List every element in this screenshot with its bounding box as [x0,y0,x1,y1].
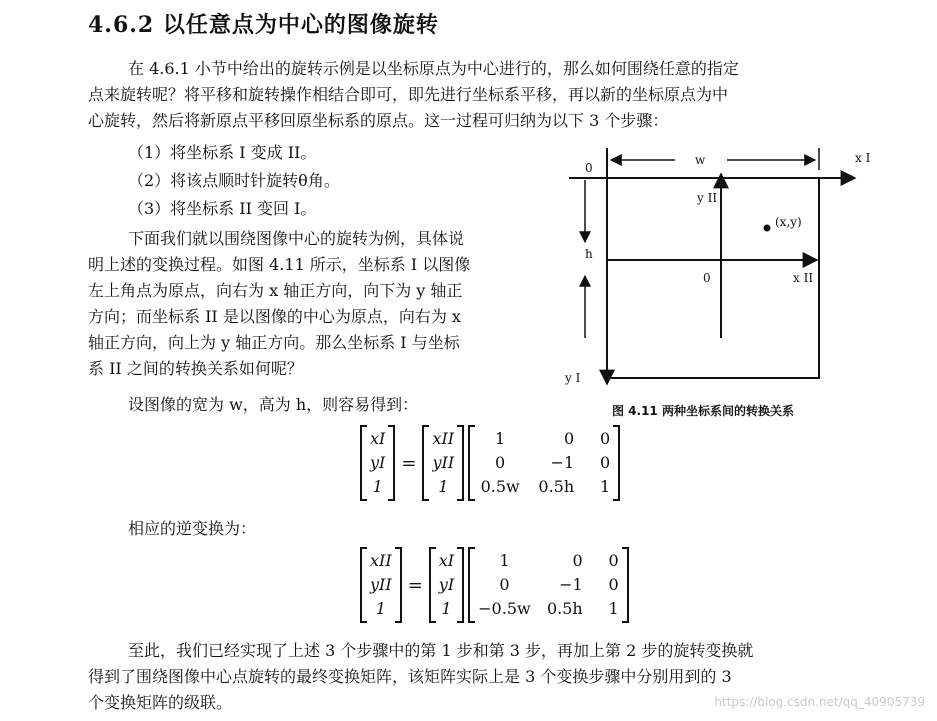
width-height-line: 设图像的宽为 w，高为 h，则容易得到： [128,395,419,414]
intro-line-3: 心旋转，然后将新原点平移回原坐标系的原点。这一过程可归纳为以下 3 个步骤： [88,111,669,130]
matrix-cell: 0 [608,551,619,570]
conclusion-line-2: 得到了围绕图像中心点旋转的最终变换矩阵，该矩阵实际上是 3 个变换步骤中分别用到的 3 [88,667,732,686]
label-point: (x,y) [775,215,802,229]
coordinate-diagram [555,138,885,398]
matrix-cell: yI [438,575,455,594]
matrix-cell: 1 [499,551,510,570]
matrix-cell: 0.5w [480,477,520,496]
inverse-label: 相应的逆变换为： [128,519,257,538]
matrix-cell: 0 [572,551,583,570]
equals-sign: = [407,574,423,596]
matrix-cell: 0 [499,575,510,594]
label-w: w [695,153,706,167]
body-line-5: 轴正方向，向上为 y 轴正方向。那么坐标系 I 与坐标 [88,333,460,352]
matrix-cell: 0.5h [538,477,575,496]
conclusion-line-3: 个变换矩阵的级联。 [88,693,233,712]
equals-sign: = [401,452,417,474]
rhs-vector [429,547,464,623]
matrix-cell: yI [370,453,386,472]
step-1: （1）将坐标系 I 变成 II。 [128,143,317,162]
matrix-cell: xI [370,429,386,448]
label-y-two: y II [697,191,718,205]
label-x-one: x I [855,151,871,165]
figure-caption: 图 4.11 两种坐标系间的转换关系 [612,404,794,418]
intro-line-1: 在 4.6.1 小节中给出的旋转示例是以坐标原点为中心进行的，那么如何围绕任意的指定 [128,59,739,78]
matrix-equation-2 [360,546,629,624]
label-origin-one: 0 [585,161,593,175]
rhs-vector [422,425,464,501]
label-y-one: y I [565,371,581,385]
matrix-cell: yII [432,453,455,472]
label-x-two: x II [793,271,814,285]
matrix-cell: xII [370,551,392,570]
inverse-transform-matrix [468,547,629,623]
watermark: https://blog.csdn.net/qq_40905739 [714,695,925,709]
matrix-cell: 1 [375,599,386,618]
matrix-cell: 1 [441,599,452,618]
matrix-cell: −1 [559,575,583,594]
matrix-cell: 0 [563,429,575,448]
lhs-vector [360,425,395,501]
matrix-cell: 1 [608,599,619,618]
lhs-vector [360,547,402,623]
image-rectangle [607,178,819,378]
matrix-cell: −1 [550,453,575,472]
matrix-equation-1 [360,424,620,502]
step-3: （3）将坐标系 II 变回 I。 [128,199,317,218]
body-line-4: 方向；而坐标系 II 是以图像的中心为原点，向右为 x [88,307,461,326]
body-line-1: 下面我们就以围绕图像中心的旋转为例，具体说 [128,229,465,248]
matrix-cell: 0 [495,453,506,472]
matrix-cell: 0 [608,575,619,594]
transform-matrix [468,425,620,501]
matrix-cell: yII [370,575,392,594]
matrix-cell: 0 [599,429,611,448]
matrix-cell: −0.5w [478,599,531,618]
label-origin-two: 0 [703,271,711,285]
body-line-3: 左上角点为原点，向右为 x 轴正方向，向下为 y 轴正 [88,281,463,300]
matrix-cell: xI [438,551,455,570]
intro-line-2: 点来旋转呢？将平移和旋转操作相结合即可，即先进行坐标系平移，再以新的坐标原点为中 [88,85,729,104]
matrix-cell: 0 [599,453,611,472]
matrix-cell: 1 [372,477,383,496]
body-line-6: 系 II 之间的转换关系如何呢？ [88,359,303,378]
matrix-cell: 1 [438,477,449,496]
body-line-2: 明上述的变换过程。如图 4.11 所示，坐标系 I 以图像 [88,255,471,274]
matrix-cell: 0.5h [546,599,583,618]
conclusion-line-1: 至此，我们已经实现了上述 3 个步骤中的第 1 步和第 3 步，再加上第 2 步的旋转变换就 [128,641,754,660]
matrix-cell: xII [432,429,455,448]
label-h: h [585,247,593,261]
matrix-cell: 1 [599,477,611,496]
step-2: （2）将该点顺时针旋转θ角。 [128,171,340,190]
section-heading: 4.6.2 以任意点为中心的图像旋转 [88,12,439,38]
matrix-cell: 1 [495,429,506,448]
point-xy [764,225,771,232]
